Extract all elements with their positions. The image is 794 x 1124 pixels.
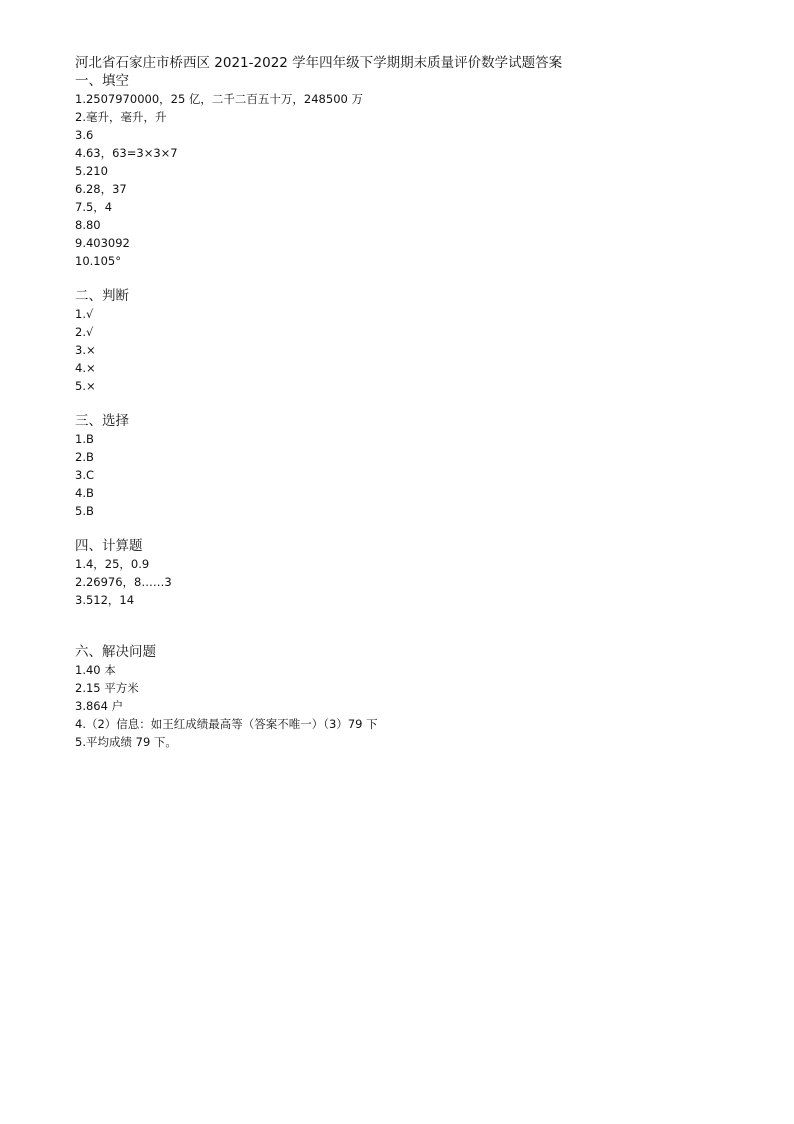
spacer bbox=[75, 520, 735, 537]
answer-item: 1.B bbox=[75, 432, 94, 446]
answer-item: 2.15 平方米 bbox=[75, 681, 139, 695]
section-problem-solving bbox=[75, 643, 735, 751]
section-heading: 二、判断 bbox=[75, 288, 129, 304]
spacer bbox=[75, 395, 735, 412]
answer-item: 5.× bbox=[75, 379, 96, 393]
section-fill-blank bbox=[75, 72, 735, 270]
answer-document bbox=[75, 54, 735, 751]
document-title: 河北省石家庄市桥西区 2021-2022 学年四年级下学期期末质量评价数学试题答案 bbox=[75, 55, 563, 71]
answer-item: 4.（2）信息：如王红成绩最高等（答案不唯一）（3）79 下 bbox=[75, 717, 378, 731]
answer-item: 7.5，4 bbox=[75, 200, 113, 214]
answer-item: 3.864 户 bbox=[75, 699, 124, 713]
answer-item: 10.105° bbox=[75, 254, 121, 268]
section-heading: 四、计算题 bbox=[75, 538, 143, 554]
answer-item: 5.平均成绩 79 下。 bbox=[75, 735, 177, 749]
answer-item: 1.40 本 bbox=[75, 663, 116, 677]
section-heading: 一、填空 bbox=[75, 73, 129, 89]
answer-item: 2.√ bbox=[75, 325, 94, 339]
answer-item: 4.63，63=3×3×7 bbox=[75, 146, 178, 160]
answer-item: 3.× bbox=[75, 343, 96, 357]
answer-item: 2.B bbox=[75, 450, 94, 464]
answer-item: 4.× bbox=[75, 361, 96, 375]
section-true-false bbox=[75, 287, 735, 395]
section-calculation bbox=[75, 537, 735, 609]
answer-item: 5.B bbox=[75, 504, 94, 518]
answer-item: 3.512，14 bbox=[75, 593, 135, 607]
answer-item: 2.毫升，毫升，升 bbox=[75, 110, 167, 124]
answer-item: 1.4，25，0.9 bbox=[75, 557, 150, 571]
answer-item: 6.28，37 bbox=[75, 182, 127, 196]
section-heading: 六、解决问题 bbox=[75, 644, 156, 660]
spacer bbox=[75, 609, 735, 643]
answer-item: 9.403092 bbox=[75, 236, 130, 250]
answer-item: 5.210 bbox=[75, 164, 108, 178]
section-multiple-choice bbox=[75, 412, 735, 520]
spacer bbox=[75, 270, 735, 287]
answer-item: 4.B bbox=[75, 486, 94, 500]
section-heading: 三、选择 bbox=[75, 413, 129, 429]
answer-item: 1.√ bbox=[75, 307, 94, 321]
answer-item: 3.6 bbox=[75, 128, 94, 142]
answer-item: 1.2507970000，25 亿，二千二百五十万，248500 万 bbox=[75, 92, 363, 106]
answer-item: 8.80 bbox=[75, 218, 101, 232]
answer-item: 2.26976，8……3 bbox=[75, 575, 172, 589]
answer-item: 3.C bbox=[75, 468, 95, 482]
